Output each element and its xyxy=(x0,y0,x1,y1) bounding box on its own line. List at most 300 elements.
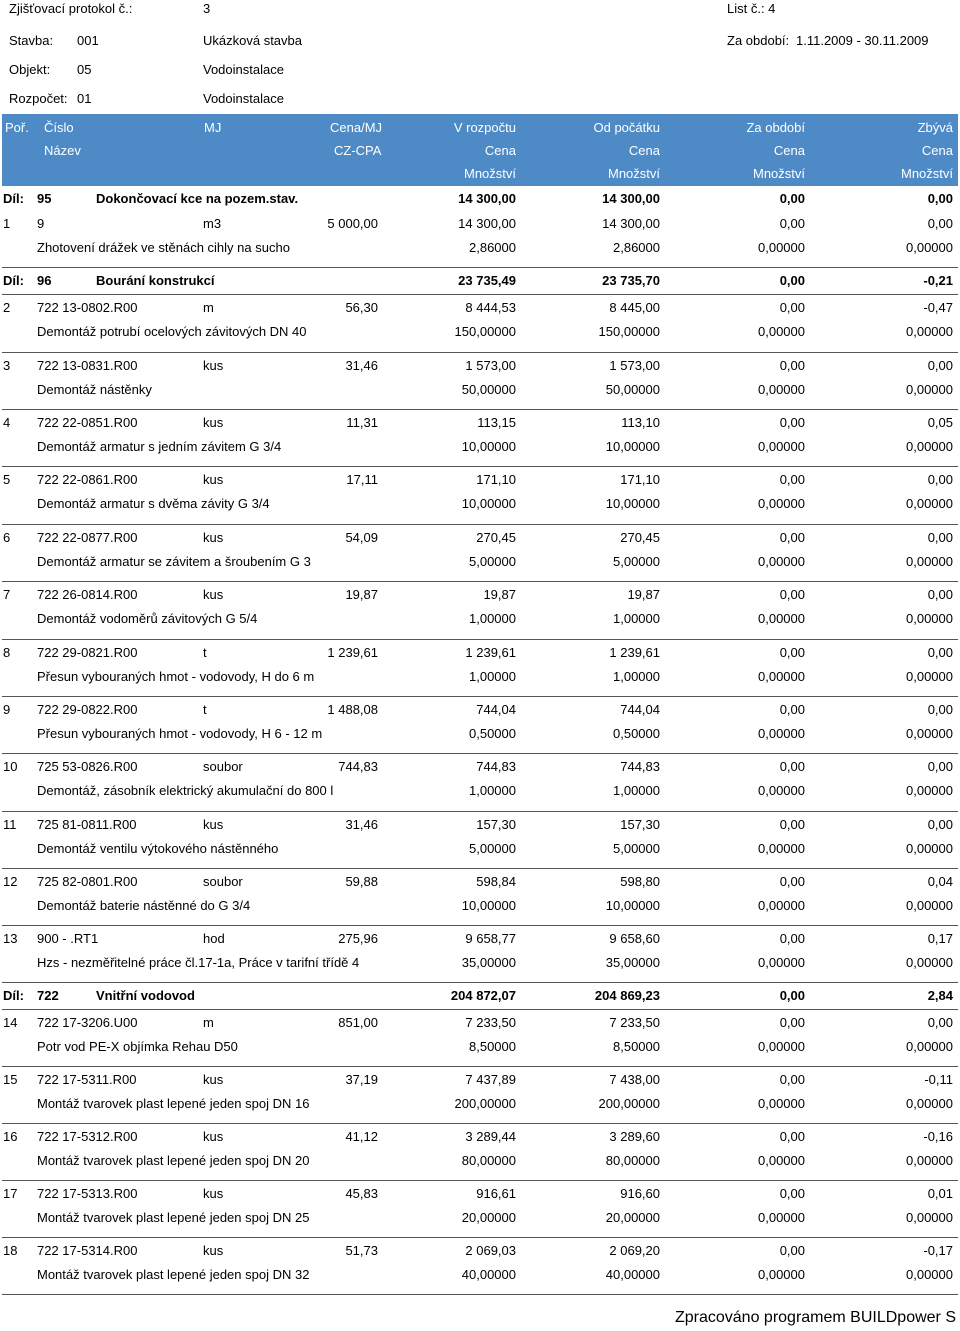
item-za-obdobi: 0,00 xyxy=(779,1243,805,1258)
item-za-obdobi-mnozstvi: 0,00000 xyxy=(758,382,805,397)
item-od-pocatku: 19,87 xyxy=(627,587,660,602)
item-mj: kus xyxy=(203,1129,224,1144)
item-zbyva-mnozstvi: 0,00000 xyxy=(906,496,953,511)
item-nazev: Demontáž, zásobník elektrický akumulační do 800 l xyxy=(37,783,334,798)
item-por: 1 xyxy=(3,216,11,231)
protocol-label: Zjišťovací protokol č.: xyxy=(9,1,133,16)
item-v-rozpoctu-mnozstvi: 10,00000 xyxy=(461,439,516,454)
item-od-pocatku: 157,30 xyxy=(620,817,660,832)
item-zbyva-mnozstvi: 0,00000 xyxy=(906,1096,953,1111)
col-za-obdobi-mnozstvi: Množství xyxy=(752,166,805,181)
item-v-rozpoctu-mnozstvi: 20,00000 xyxy=(461,1210,516,1225)
item-od-pocatku: 7 233,50 xyxy=(609,1015,660,1030)
item-cislo: 722 22-0877.R00 xyxy=(37,530,138,545)
item-zbyva: 0,00 xyxy=(927,358,953,373)
period-value: 1.11.2009 - 30.11.2009 xyxy=(796,33,929,48)
item-od-pocatku-mnozstvi: 2,86000 xyxy=(613,240,660,255)
dil-od-pocatku: 23 735,70 xyxy=(602,273,660,288)
row-divider xyxy=(2,1180,958,1181)
dil-code: 722 xyxy=(37,988,59,1003)
sheet-number: List č.: 4 xyxy=(727,1,776,16)
footer-note: Zpracováno programem BUILDpower S xyxy=(674,1309,956,1326)
item-mj: kus xyxy=(203,817,224,832)
item-od-pocatku: 744,04 xyxy=(620,702,660,717)
item-zbyva-mnozstvi: 0,00000 xyxy=(906,1039,953,1054)
item-od-pocatku: 7 438,00 xyxy=(609,1072,660,1087)
dil-code: 95 xyxy=(37,191,52,206)
dil-za-obdobi: 0,00 xyxy=(779,191,805,206)
item-zbyva-mnozstvi: 0,00000 xyxy=(906,669,953,684)
item-v-rozpoctu-mnozstvi: 1,00000 xyxy=(469,669,516,684)
item-od-pocatku-mnozstvi: 40,00000 xyxy=(605,1267,660,1282)
item-zbyva-mnozstvi: 0,00000 xyxy=(906,554,953,569)
item-cena-mj: 851,00 xyxy=(338,1015,378,1030)
dil-code: 96 xyxy=(37,273,52,288)
item-cislo: 722 29-0821.R00 xyxy=(37,645,138,660)
item-por: 2 xyxy=(3,300,11,315)
col-v-rozpoctu-cena: Cena xyxy=(484,143,516,158)
item-v-rozpoctu-mnozstvi: 2,86000 xyxy=(469,240,516,255)
item-v-rozpoctu-mnozstvi: 8,50000 xyxy=(469,1039,516,1054)
item-zbyva-mnozstvi: 0,00000 xyxy=(906,240,953,255)
item-za-obdobi: 0,00 xyxy=(779,415,805,430)
item-cena-mj: 59,88 xyxy=(345,874,378,889)
item-cena-mj: 37,19 xyxy=(345,1072,378,1087)
item-v-rozpoctu-mnozstvi: 80,00000 xyxy=(461,1153,516,1168)
item-cislo: 9 xyxy=(37,216,45,231)
item-od-pocatku: 1 239,61 xyxy=(609,645,660,660)
item-v-rozpoctu: 1 239,61 xyxy=(465,645,516,660)
item-nazev: Přesun vybouraných hmot - vodovody, H do 6 m xyxy=(37,669,315,684)
item-nazev: Přesun vybouraných hmot - vodovody, H 6 - 12 m xyxy=(37,726,323,741)
item-zbyva-mnozstvi: 0,00000 xyxy=(906,1153,953,1168)
item-mj: t xyxy=(203,645,207,660)
item-za-obdobi-mnozstvi: 0,00000 xyxy=(758,783,805,798)
stavba-label: Stavba: xyxy=(9,33,54,48)
row-divider xyxy=(2,753,958,754)
item-zbyva-mnozstvi: 0,00000 xyxy=(906,324,953,339)
dil-label: Díl: xyxy=(3,988,24,1003)
item-por: 17 xyxy=(3,1186,18,1201)
item-v-rozpoctu: 8 444,53 xyxy=(465,300,516,315)
item-nazev: Demontáž nástěnky xyxy=(37,382,152,397)
item-zbyva: 0,00 xyxy=(927,1015,953,1030)
item-od-pocatku: 9 658,60 xyxy=(609,931,660,946)
item-zbyva-mnozstvi: 0,00000 xyxy=(906,1267,953,1282)
item-por: 16 xyxy=(3,1129,18,1144)
item-cena-mj: 17,11 xyxy=(346,472,378,487)
item-v-rozpoctu-mnozstvi: 0,50000 xyxy=(469,726,516,741)
row-divider xyxy=(2,925,958,926)
rozpocet-name: Vodoinstalace xyxy=(203,91,284,106)
item-por: 13 xyxy=(3,931,18,946)
item-zbyva-mnozstvi: 0,00000 xyxy=(906,955,953,970)
row-divider xyxy=(2,1294,958,1295)
item-od-pocatku: 2 069,20 xyxy=(609,1243,660,1258)
item-za-obdobi-mnozstvi: 0,00000 xyxy=(758,240,805,255)
row-divider xyxy=(2,696,958,697)
item-zbyva: -0,47 xyxy=(923,300,953,315)
item-za-obdobi: 0,00 xyxy=(779,216,805,231)
item-mj: kus xyxy=(203,587,224,602)
item-za-obdobi-mnozstvi: 0,00000 xyxy=(758,726,805,741)
item-v-rozpoctu: 9 658,77 xyxy=(465,931,516,946)
item-za-obdobi-mnozstvi: 0,00000 xyxy=(758,955,805,970)
item-za-obdobi-mnozstvi: 0,00000 xyxy=(758,611,805,626)
item-za-obdobi-mnozstvi: 0,00000 xyxy=(758,669,805,684)
item-v-rozpoctu-mnozstvi: 1,00000 xyxy=(469,611,516,626)
item-mj: kus xyxy=(203,358,224,373)
item-por: 18 xyxy=(3,1243,18,1258)
item-za-obdobi-mnozstvi: 0,00000 xyxy=(758,1039,805,1054)
item-zbyva: -0,11 xyxy=(924,1072,953,1087)
item-od-pocatku: 1 573,00 xyxy=(609,358,660,373)
item-za-obdobi: 0,00 xyxy=(779,874,805,889)
row-divider xyxy=(2,581,958,582)
item-zbyva: 0,00 xyxy=(927,817,953,832)
item-nazev: Demontáž baterie nástěnné do G 3/4 xyxy=(37,898,251,913)
column-header xyxy=(2,114,958,186)
col-za-obdobi-cena: Cena xyxy=(773,143,805,158)
item-od-pocatku: 916,60 xyxy=(620,1186,660,1201)
item-zbyva-mnozstvi: 0,00000 xyxy=(906,783,953,798)
col-zbyva-mnozstvi: Množství xyxy=(900,166,953,181)
item-cislo: 722 17-5314.R00 xyxy=(37,1243,138,1258)
item-cena-mj: 31,46 xyxy=(345,817,378,832)
row-divider xyxy=(2,352,958,353)
item-zbyva: 0,00 xyxy=(927,702,953,717)
col-cena-mj: Cena/MJ xyxy=(330,120,383,135)
item-za-obdobi: 0,00 xyxy=(779,300,805,315)
item-v-rozpoctu-mnozstvi: 1,00000 xyxy=(469,783,516,798)
row-divider xyxy=(2,639,958,640)
col-nazev: Název xyxy=(44,143,81,158)
item-mj: kus xyxy=(203,530,224,545)
item-od-pocatku-mnozstvi: 1,00000 xyxy=(613,611,660,626)
item-nazev: Demontáž armatur se závitem a šroubením G 3 xyxy=(37,554,311,569)
item-v-rozpoctu: 916,61 xyxy=(476,1186,516,1201)
item-cena-mj: 275,96 xyxy=(338,931,378,946)
item-zbyva: -0,16 xyxy=(923,1129,953,1144)
item-v-rozpoctu-mnozstvi: 50,00000 xyxy=(461,382,516,397)
item-nazev: Demontáž armatur s dvěma závity G 3/4 xyxy=(37,496,270,511)
item-v-rozpoctu: 2 069,03 xyxy=(465,1243,516,1258)
item-v-rozpoctu-mnozstvi: 10,00000 xyxy=(461,898,516,913)
item-por: 9 xyxy=(3,702,11,717)
item-od-pocatku: 8 445,00 xyxy=(609,300,660,315)
item-por: 15 xyxy=(3,1072,18,1087)
dil-v-rozpoctu: 204 872,07 xyxy=(450,988,516,1003)
item-por: 6 xyxy=(3,530,11,545)
col-za-obdobi: Za období xyxy=(746,120,805,135)
item-nazev: Demontáž ventilu výtokového nástěnného xyxy=(37,841,279,856)
row-divider xyxy=(2,811,958,812)
item-v-rozpoctu: 157,30 xyxy=(476,817,516,832)
item-za-obdobi: 0,00 xyxy=(779,702,805,717)
rozpocet-code: 01 xyxy=(77,91,92,106)
dil-label: Díl: xyxy=(3,191,24,206)
item-zbyva: 0,00 xyxy=(927,587,953,602)
item-v-rozpoctu: 7 233,50 xyxy=(465,1015,516,1030)
col-od-pocatku-mnozstvi: Množství xyxy=(607,166,660,181)
item-zbyva-mnozstvi: 0,00000 xyxy=(906,898,953,913)
dil-za-obdobi: 0,00 xyxy=(779,273,805,288)
item-cena-mj: 56,30 xyxy=(345,300,378,315)
item-za-obdobi: 0,00 xyxy=(779,931,805,946)
col-cislo: Číslo xyxy=(44,120,74,135)
item-od-pocatku-mnozstvi: 5,00000 xyxy=(613,554,660,569)
item-od-pocatku-mnozstvi: 20,00000 xyxy=(605,1210,660,1225)
row-divider xyxy=(2,868,958,869)
item-za-obdobi-mnozstvi: 0,00000 xyxy=(758,1210,805,1225)
item-nazev: Montáž tvarovek plast lepené jeden spoj DN 25 xyxy=(37,1210,310,1225)
item-mj: m xyxy=(203,300,214,315)
protocol-number: 3 xyxy=(203,1,211,16)
item-mj: hod xyxy=(203,931,225,946)
dil-name: Vnitřní vodovod xyxy=(96,988,195,1003)
item-za-obdobi-mnozstvi: 0,00000 xyxy=(758,324,805,339)
item-v-rozpoctu-mnozstvi: 5,00000 xyxy=(469,841,516,856)
item-v-rozpoctu: 1 573,00 xyxy=(465,358,516,373)
item-nazev: Demontáž potrubí ocelových závitových DN 40 xyxy=(37,324,307,339)
col-zbyva-cena: Cena xyxy=(921,143,953,158)
item-v-rozpoctu-mnozstvi: 5,00000 xyxy=(469,554,516,569)
item-cislo: 722 17-5311.R00 xyxy=(37,1072,137,1087)
item-cena-mj: 41,12 xyxy=(345,1129,378,1144)
item-od-pocatku-mnozstvi: 8,50000 xyxy=(613,1039,660,1054)
item-v-rozpoctu: 113,15 xyxy=(477,415,516,430)
dil-v-rozpoctu: 23 735,49 xyxy=(458,273,516,288)
item-v-rozpoctu: 270,45 xyxy=(476,530,516,545)
item-zbyva: 0,04 xyxy=(927,874,953,889)
item-v-rozpoctu: 7 437,89 xyxy=(465,1072,516,1087)
item-nazev: Potr vod PE-X objímka Rehau D50 xyxy=(37,1039,238,1054)
col-od-pocatku: Od počátku xyxy=(593,120,660,135)
item-v-rozpoctu: 744,83 xyxy=(476,759,516,774)
item-za-obdobi: 0,00 xyxy=(779,759,805,774)
item-cislo: 900 - .RT1 xyxy=(37,931,99,946)
item-por: 7 xyxy=(3,587,11,602)
objekt-name: Vodoinstalace xyxy=(203,62,284,77)
item-cislo: 725 82-0801.R00 xyxy=(37,874,138,889)
item-od-pocatku-mnozstvi: 1,00000 xyxy=(613,783,660,798)
item-za-obdobi-mnozstvi: 0,00000 xyxy=(758,898,805,913)
item-nazev: Hzs - nezměřitelné práce čl.17-1a, Práce v tarifní třídě 4 xyxy=(37,955,360,970)
item-nazev: Demontáž vodoměrů závitových G 5/4 xyxy=(37,611,258,626)
item-nazev: Montáž tvarovek plast lepené jeden spoj DN 16 xyxy=(37,1096,310,1111)
dil-zbyva: 2,84 xyxy=(927,988,953,1003)
rozpocet-label: Rozpočet: xyxy=(9,91,68,106)
item-por: 3 xyxy=(3,358,11,373)
item-za-obdobi-mnozstvi: 0,00000 xyxy=(758,554,805,569)
item-za-obdobi: 0,00 xyxy=(779,1186,805,1201)
item-v-rozpoctu: 744,04 xyxy=(476,702,516,717)
item-od-pocatku-mnozstvi: 80,00000 xyxy=(605,1153,660,1168)
item-od-pocatku: 14 300,00 xyxy=(602,216,660,231)
item-cena-mj: 54,09 xyxy=(345,530,378,545)
item-od-pocatku-mnozstvi: 35,00000 xyxy=(605,955,660,970)
col-mj: MJ xyxy=(204,120,222,135)
item-cena-mj: 19,87 xyxy=(345,587,378,602)
col-cz-cpa: CZ-CPA xyxy=(334,143,382,158)
item-za-obdobi-mnozstvi: 0,00000 xyxy=(758,1096,805,1111)
item-mj: m xyxy=(203,1015,214,1030)
row-divider xyxy=(2,982,958,983)
dil-od-pocatku: 14 300,00 xyxy=(602,191,660,206)
item-nazev: Demontáž armatur s jedním závitem G 3/4 xyxy=(37,439,282,454)
item-cislo: 722 13-0831.R00 xyxy=(37,358,138,373)
row-divider xyxy=(2,1066,958,1067)
item-zbyva: 0,05 xyxy=(927,415,953,430)
item-por: 11 xyxy=(3,817,17,832)
item-por: 4 xyxy=(3,415,11,430)
item-zbyva-mnozstvi: 0,00000 xyxy=(906,382,953,397)
item-za-obdobi: 0,00 xyxy=(779,1129,805,1144)
item-od-pocatku: 3 289,60 xyxy=(609,1129,660,1144)
item-zbyva: 0,00 xyxy=(927,216,953,231)
item-v-rozpoctu-mnozstvi: 40,00000 xyxy=(461,1267,516,1282)
item-mj: kus xyxy=(203,1072,224,1087)
item-zbyva-mnozstvi: 0,00000 xyxy=(906,439,953,454)
item-zbyva-mnozstvi: 0,00000 xyxy=(906,726,953,741)
item-zbyva-mnozstvi: 0,00000 xyxy=(906,611,953,626)
item-zbyva: 0,17 xyxy=(927,931,953,946)
row-divider xyxy=(2,267,958,268)
item-zbyva-mnozstvi: 0,00000 xyxy=(906,841,953,856)
item-zbyva: 0,00 xyxy=(927,759,953,774)
item-nazev: Zhotovení drážek ve stěnách cihly na sucho xyxy=(37,240,290,255)
item-cena-mj: 45,83 xyxy=(345,1186,378,1201)
item-zbyva: 0,00 xyxy=(927,472,953,487)
item-cena-mj: 1 239,61 xyxy=(327,645,378,660)
item-cislo: 722 29-0822.R00 xyxy=(37,702,138,717)
item-mj: t xyxy=(203,702,207,717)
item-zbyva: 0,00 xyxy=(927,530,953,545)
dil-za-obdobi: 0,00 xyxy=(779,988,805,1003)
item-v-rozpoctu: 14 300,00 xyxy=(458,216,516,231)
col-por: Poř. xyxy=(5,120,29,135)
item-zbyva-mnozstvi: 0,00000 xyxy=(906,1210,953,1225)
item-cena-mj: 1 488,08 xyxy=(327,702,378,717)
item-za-obdobi-mnozstvi: 0,00000 xyxy=(758,1153,805,1168)
item-por: 14 xyxy=(3,1015,18,1030)
item-mj: soubor xyxy=(203,874,243,889)
item-za-obdobi: 0,00 xyxy=(779,817,805,832)
item-por: 12 xyxy=(3,874,18,889)
item-v-rozpoctu: 598,84 xyxy=(476,874,516,889)
item-cena-mj: 31,46 xyxy=(345,358,378,373)
item-mj: m3 xyxy=(203,216,222,231)
item-mj: kus xyxy=(203,1186,224,1201)
item-mj: kus xyxy=(203,472,224,487)
item-por: 10 xyxy=(3,759,18,774)
item-cislo: 722 22-0851.R00 xyxy=(37,415,138,430)
item-zbyva: -0,17 xyxy=(923,1243,953,1258)
item-za-obdobi: 0,00 xyxy=(779,1015,805,1030)
item-za-obdobi-mnozstvi: 0,00000 xyxy=(758,1267,805,1282)
dil-name: Dokončovací kce na pozem.stav. xyxy=(96,191,299,206)
item-cena-mj: 744,83 xyxy=(338,759,378,774)
dil-v-rozpoctu: 14 300,00 xyxy=(458,191,516,206)
item-od-pocatku-mnozstvi: 5,00000 xyxy=(613,841,660,856)
item-mj: kus xyxy=(203,1243,224,1258)
dil-zbyva: -0,21 xyxy=(923,273,953,288)
item-cena-mj: 51,73 xyxy=(345,1243,378,1258)
item-od-pocatku-mnozstvi: 10,00000 xyxy=(605,496,660,511)
item-zbyva: 0,01 xyxy=(927,1186,953,1201)
item-cislo: 725 53-0826.R00 xyxy=(37,759,138,774)
item-od-pocatku-mnozstvi: 0,50000 xyxy=(613,726,660,741)
item-v-rozpoctu-mnozstvi: 10,00000 xyxy=(461,496,516,511)
row-divider xyxy=(2,1123,958,1124)
row-divider xyxy=(2,294,958,295)
dil-label: Díl: xyxy=(3,273,24,288)
item-por: 5 xyxy=(3,472,11,487)
item-za-obdobi: 0,00 xyxy=(779,358,805,373)
item-za-obdobi: 0,00 xyxy=(779,587,805,602)
item-por: 8 xyxy=(3,645,11,660)
stavba-name: Ukázková stavba xyxy=(203,33,302,48)
item-od-pocatku: 598,80 xyxy=(620,874,660,889)
item-za-obdobi: 0,00 xyxy=(779,645,805,660)
col-zbyva: Zbývá xyxy=(917,120,953,135)
item-od-pocatku-mnozstvi: 200,00000 xyxy=(598,1096,660,1111)
row-divider xyxy=(2,466,958,467)
item-za-obdobi: 0,00 xyxy=(779,530,805,545)
item-za-obdobi-mnozstvi: 0,00000 xyxy=(758,841,805,856)
item-cislo: 722 13-0802.R00 xyxy=(37,300,138,315)
item-cislo: 722 26-0814.R00 xyxy=(37,587,138,602)
item-od-pocatku: 744,83 xyxy=(620,759,660,774)
item-v-rozpoctu-mnozstvi: 150,00000 xyxy=(454,324,516,339)
item-v-rozpoctu-mnozstvi: 35,00000 xyxy=(461,955,516,970)
row-divider xyxy=(2,409,958,410)
item-v-rozpoctu: 19,87 xyxy=(483,587,516,602)
item-za-obdobi-mnozstvi: 0,00000 xyxy=(758,439,805,454)
objekt-code: 05 xyxy=(77,62,92,77)
item-od-pocatku: 171,10 xyxy=(620,472,660,487)
col-v-rozpoctu: V rozpočtu xyxy=(453,120,516,135)
item-za-obdobi: 0,00 xyxy=(779,472,805,487)
item-od-pocatku: 113,10 xyxy=(621,415,660,430)
item-od-pocatku-mnozstvi: 50,00000 xyxy=(605,382,660,397)
item-cena-mj: 11,31 xyxy=(346,415,378,430)
col-od-pocatku-cena: Cena xyxy=(628,143,660,158)
item-cislo: 725 81-0811.R00 xyxy=(37,817,137,832)
item-zbyva: 0,00 xyxy=(927,645,953,660)
item-cislo: 722 17-3206.U00 xyxy=(37,1015,138,1030)
objekt-label: Objekt: xyxy=(9,62,51,77)
item-mj: soubor xyxy=(203,759,243,774)
dil-name: Bourání konstrukcí xyxy=(96,273,215,288)
dil-zbyva: 0,00 xyxy=(927,191,953,206)
dil-od-pocatku: 204 869,23 xyxy=(594,988,660,1003)
item-za-obdobi-mnozstvi: 0,00000 xyxy=(758,496,805,511)
item-od-pocatku: 270,45 xyxy=(620,530,660,545)
item-cislo: 722 17-5312.R00 xyxy=(37,1129,138,1144)
item-cislo: 722 22-0861.R00 xyxy=(37,472,138,487)
item-za-obdobi: 0,00 xyxy=(779,1072,805,1087)
period-label: Za období: xyxy=(727,33,790,48)
stavba-code: 001 xyxy=(77,33,99,48)
row-divider xyxy=(2,1009,958,1010)
item-od-pocatku-mnozstvi: 150,00000 xyxy=(598,324,660,339)
row-divider xyxy=(2,1237,958,1238)
item-mj: kus xyxy=(203,415,224,430)
item-cena-mj: 5 000,00 xyxy=(327,216,378,231)
item-nazev: Montáž tvarovek plast lepené jeden spoj DN 32 xyxy=(37,1267,310,1282)
col-v-rozpoctu-mnozstvi: Množství xyxy=(463,166,516,181)
